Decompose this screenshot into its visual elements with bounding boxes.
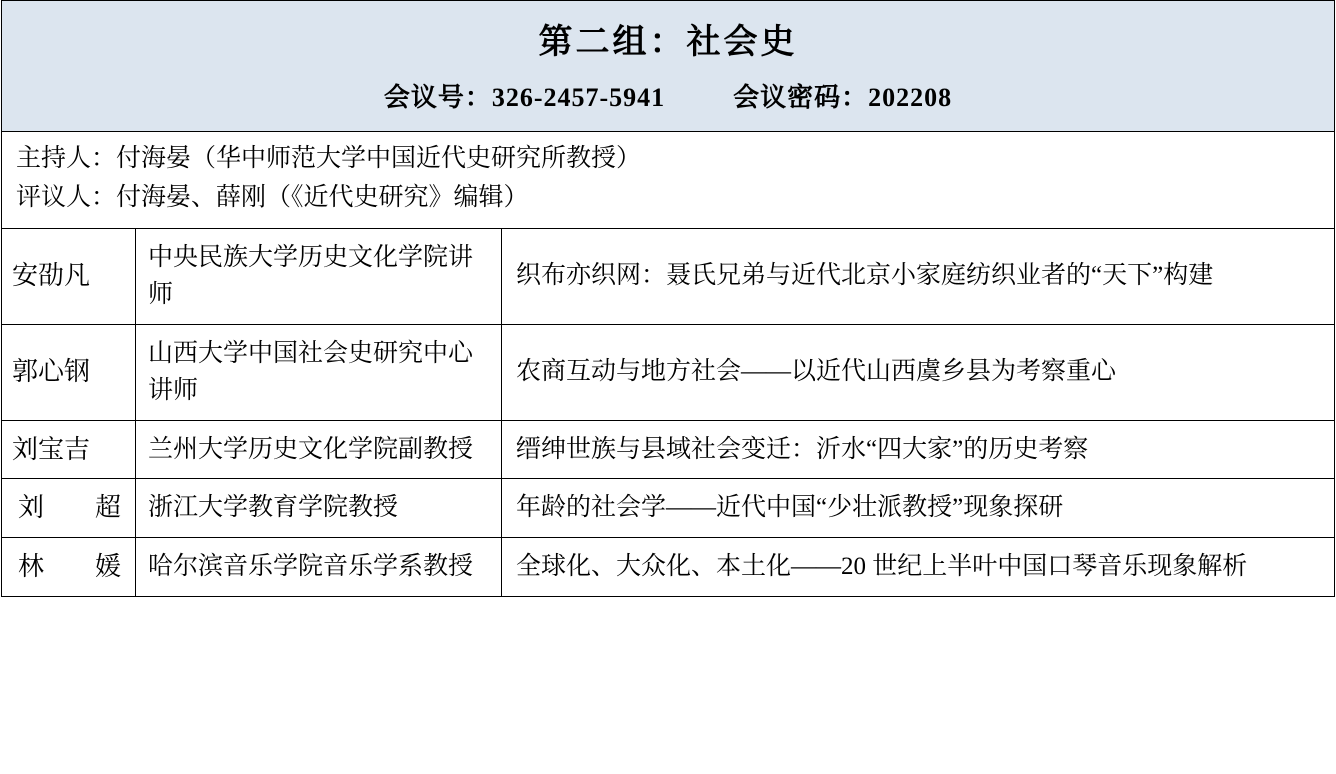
- table-row: [2, 537, 1335, 596]
- presenter-affiliation: 哈尔滨音乐学院音乐学系教授: [136, 537, 502, 596]
- presenter-surname: 林: [18, 551, 45, 581]
- meeting-pass-label: 会议密码：: [733, 83, 869, 112]
- meeting-id-label: 会议号：: [383, 83, 492, 112]
- host-line: 主持人：付海晏（华中师范大学中国近代史研究所教授）: [16, 145, 642, 172]
- session-agenda-table: [1, 0, 1335, 597]
- presenter-givenname: 超: [94, 493, 121, 523]
- table-row: [2, 324, 1335, 420]
- meeting-info: [2, 70, 1334, 117]
- table-row: [2, 420, 1335, 479]
- presenter-affiliation: 山西大学中国社会史研究中心讲师: [136, 324, 502, 420]
- presenter-name: 刘宝吉: [2, 420, 136, 479]
- paper-title: 农商互动与地方社会——以近代山西虞乡县为考察重心: [502, 324, 1335, 420]
- session-title: 第二组：社会史: [538, 24, 798, 61]
- presenter-affiliation: 兰州大学历史文化学院副教授: [136, 420, 502, 479]
- discussant-line: 评议人：付海晏、薛刚（《近代史研究》编辑）: [16, 183, 529, 211]
- presenter-surname: 刘: [18, 493, 45, 523]
- presenter-affiliation: 浙江大学教育学院教授: [136, 479, 502, 538]
- session-header: [2, 1, 1335, 132]
- header-row: [2, 1, 1335, 132]
- presenter-name: 郭心钢: [2, 324, 136, 420]
- meeting-id-value: 326-2457-5941: [491, 83, 666, 112]
- paper-title: 缙绅世族与县域社会变迁：沂水“四大家”的历史考察: [502, 420, 1335, 479]
- presenter-name: [2, 537, 136, 596]
- paper-title: 全球化、大众化、本土化——20 世纪上半叶中国口琴音乐现象解析: [502, 537, 1335, 596]
- presenter-name-split: [12, 548, 127, 586]
- presenter-name: [2, 479, 136, 538]
- table-row: [2, 228, 1335, 324]
- presenter-name: 安劭凡: [2, 228, 136, 324]
- presenter-name-split: [12, 489, 127, 527]
- paper-title: 年龄的社会学——近代中国“少壮派教授”现象探研: [502, 479, 1335, 538]
- presenter-affiliation: 中央民族大学历史文化学院讲师: [136, 228, 502, 324]
- presenter-givenname: 媛: [94, 551, 121, 581]
- meeting-pass-value: 202208: [868, 83, 953, 112]
- people-row: [2, 132, 1335, 229]
- people-block: [2, 132, 1335, 229]
- paper-title: 织布亦织网：聂氏兄弟与近代北京小家庭纺织业者的“天下”构建: [502, 228, 1335, 324]
- table-row: [2, 479, 1335, 538]
